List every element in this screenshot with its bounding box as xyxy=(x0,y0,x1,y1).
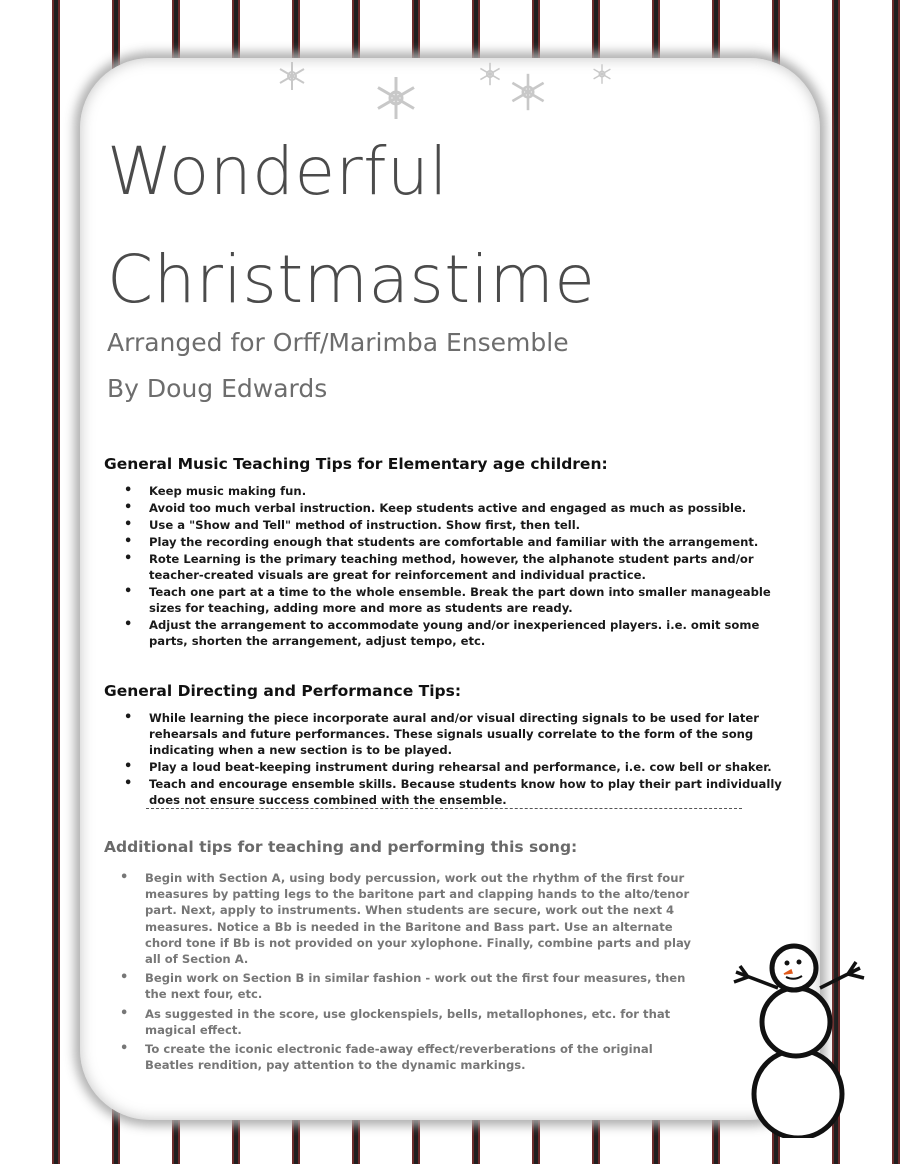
author: By Doug Edwards xyxy=(107,374,328,403)
dashed-divider xyxy=(146,808,742,809)
tips-list xyxy=(104,870,704,1073)
snowman-icon xyxy=(728,938,868,1138)
list-item: • Teach one part at a time to the whole ensemble. Break the part down into smaller manageable sizes for teaching, adding more and more as students are ready. xyxy=(104,584,794,616)
tips-list xyxy=(104,483,794,649)
list-item: • While learning the piece incorporate aural and/or visual directing signals to be used for later rehearsals and future performances. These signals usually correlate to the form of the song indicating when a new section is to be played. xyxy=(104,710,794,758)
list-item: • Keep music making fun. xyxy=(104,483,794,499)
document-title xyxy=(107,118,747,334)
teaching-tips-section xyxy=(104,455,794,650)
list-item: • Use a "Show and Tell" method of instruction. Show first, then tell. xyxy=(104,517,794,533)
list-item: • Begin work on Section B in similar fashion - work out the first four measures, then the next four, etc. xyxy=(104,970,704,1002)
list-item: • Avoid too much verbal instruction. Keep students active and engaged as much as possible. xyxy=(104,500,794,516)
title-line-2: Christmastime xyxy=(107,241,596,318)
directing-tips-section xyxy=(104,682,794,809)
list-item: • Rote Learning is the primary teaching method, however, the alphanote student parts and/or teacher-created visuals are great for reinforcement and individual practice. xyxy=(104,551,794,583)
tips-list xyxy=(104,710,794,808)
list-item: • To create the iconic electronic fade-away effect/reverberations of the original Beatles rendition, pay attention to the dynamic markings. xyxy=(104,1041,704,1073)
subtitle: Arranged for Orff/Marimba Ensemble xyxy=(107,328,569,357)
section-heading: General Directing and Performance Tips: xyxy=(104,682,462,700)
list-item: • As suggested in the score, use glockenspiels, bells, metallophones, etc. for that magical effect. xyxy=(104,1006,704,1038)
list-item: • Play the recording enough that students are comfortable and familiar with the arrangement. xyxy=(104,534,794,550)
additional-tips-section xyxy=(104,838,794,1076)
list-item: • Play a loud beat-keeping instrument during rehearsal and performance, i.e. cow bell or shaker. xyxy=(104,759,794,775)
title-line-1: Wonderful xyxy=(107,133,449,210)
section-heading: Additional tips for teaching and performing this song: xyxy=(104,838,578,856)
list-item: • Adjust the arrangement to accommodate young and/or inexperienced players. i.e. omit some parts, shorten the arrangement, adjust tempo, etc. xyxy=(104,617,794,649)
list-item: • Teach and encourage ensemble skills. Because students know how to play their part individually does not ensure success combined with the ensemble. xyxy=(104,776,794,808)
list-item: • Begin with Section A, using body percussion, work out the rhythm of the first four measures by patting legs to the baritone part and clapping hands to the alto/tenor part. Next, apply to instruments. When students are secure, work out the next 4 measures. Notice a Bb is needed in the Baritone and Bass part. Use an alternate chord tone if Bb is not provided on your xylophone. Finally, combine parts and play all of Section A. xyxy=(104,870,704,967)
section-heading: General Music Teaching Tips for Elementary age children: xyxy=(104,455,608,473)
